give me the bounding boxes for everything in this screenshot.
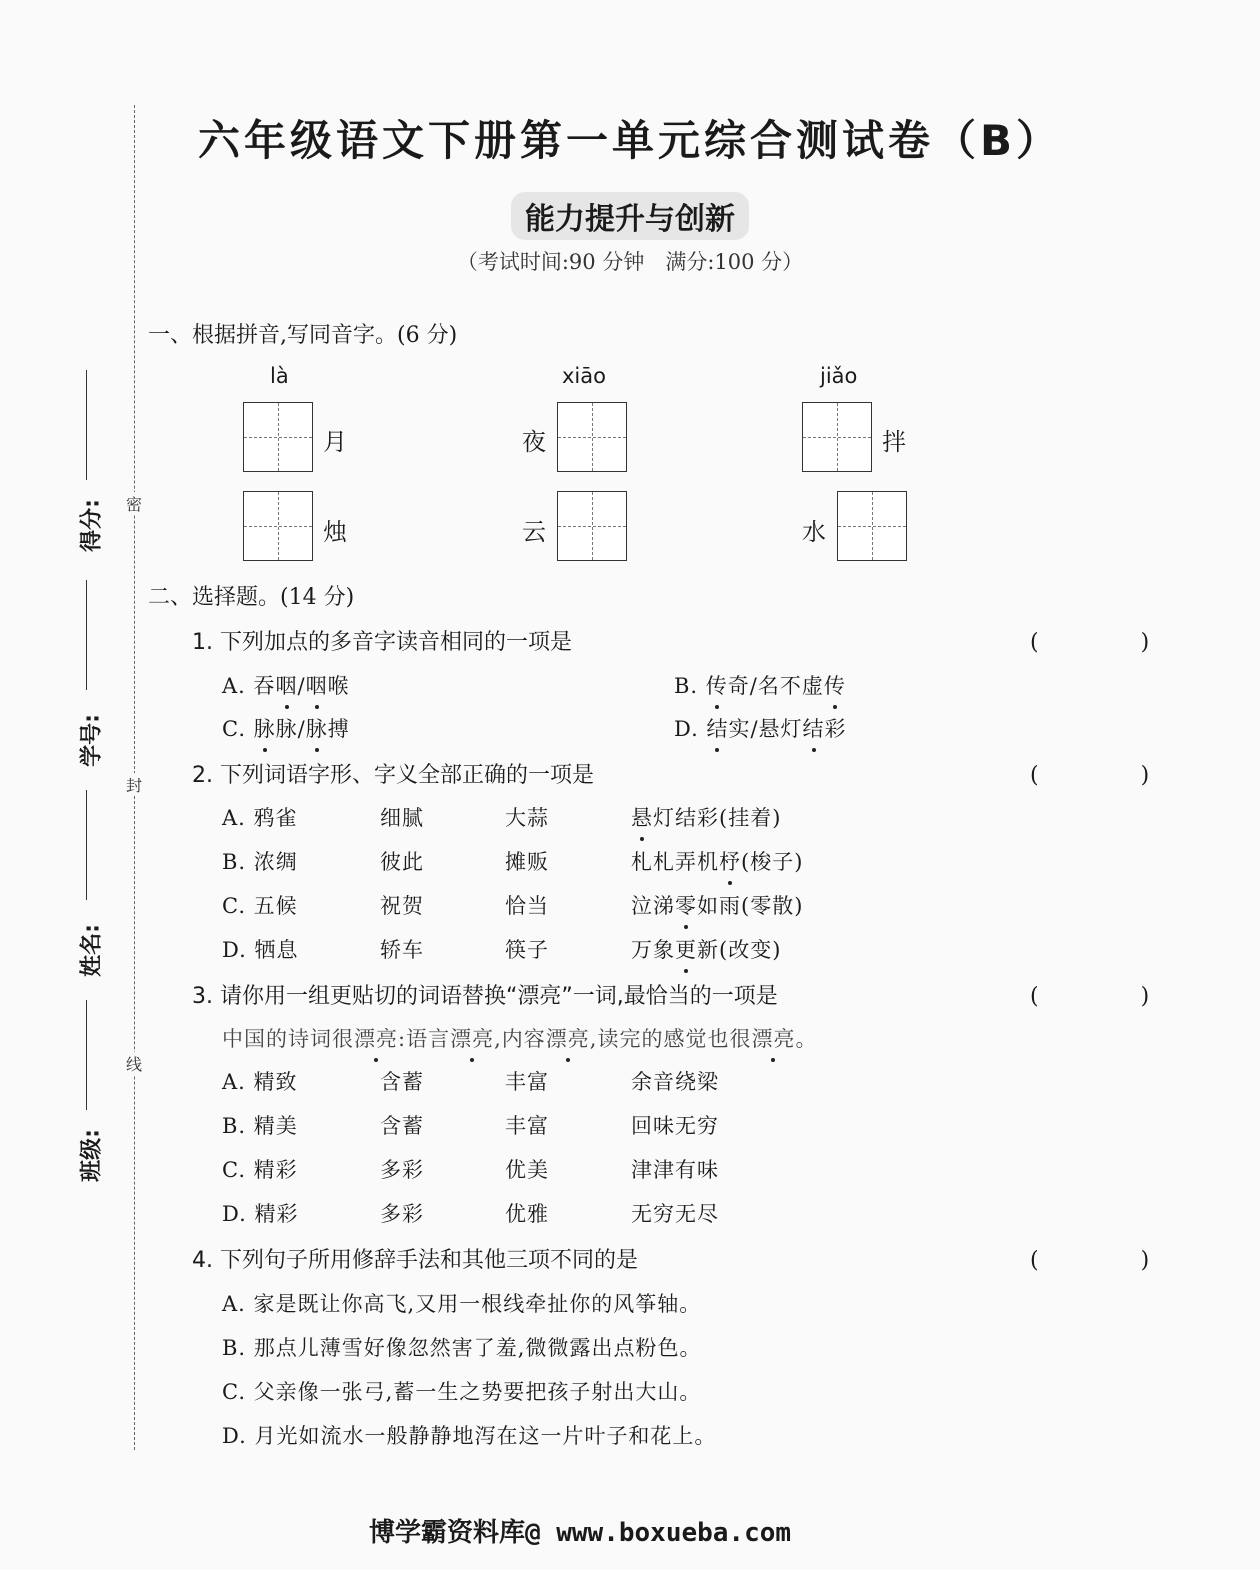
page-title: 六年级语文下册第一单元综合测试卷（B）	[197, 116, 1062, 165]
q1-stem: 1. 下列加点的多音字读音相同的一项是	[192, 630, 572, 655]
q3-d-w2: 多彩	[380, 1202, 424, 1226]
writing-box-2[interactable]	[557, 402, 627, 472]
q2-c-w2: 祝贺	[380, 894, 424, 918]
q3-a-w1: A. 精致	[222, 1070, 298, 1094]
student-id-label: 学号:	[79, 714, 105, 767]
writing-box-3[interactable]	[802, 402, 872, 472]
footer-watermark: 博学霸资料库@ www.boxueba.com	[368, 1518, 792, 1548]
q2-b-w2: 彼此	[380, 850, 424, 874]
score-line[interactable]	[86, 370, 87, 480]
q2-b-w4: 札札弄机杼(梭子)	[631, 846, 803, 876]
pinyin-jiao: jiǎo	[820, 364, 858, 388]
q2-a-w2: 细腻	[380, 806, 424, 830]
exam-info: （考试时间:90 分钟 满分:100 分）	[456, 250, 804, 274]
q1-option-c: C. 脉脉/脉搏	[222, 713, 350, 743]
q2-stem: 2. 下列词语字形、字义全部正确的一项是	[192, 763, 594, 788]
q3-a-w3: 丰富	[505, 1070, 549, 1094]
char-shui: 水	[802, 518, 826, 546]
name-line[interactable]	[86, 790, 87, 900]
seal-char-xian: 线	[126, 1052, 142, 1075]
q3-c-w4: 津津有味	[631, 1158, 719, 1182]
q3-b-w1: B. 精美	[222, 1114, 298, 1138]
q3-d-w3: 优雅	[505, 1202, 549, 1226]
q3-b-w4: 回味无穷	[631, 1114, 719, 1138]
q3-d-w1: D. 精彩	[222, 1202, 299, 1226]
subtitle-wrap	[0, 192, 1260, 240]
q4-stem: 4. 下列句子所用修辞手法和其他三项不同的是	[192, 1248, 638, 1273]
q3-b-w3: 丰富	[505, 1114, 549, 1138]
seal-char-mi: 密	[126, 492, 142, 515]
q2-d-w2: 轿车	[380, 938, 424, 962]
q3-stem: 3. 请你用一组更贴切的词语替换“漂亮”一词,最恰当的一项是	[192, 984, 778, 1009]
q3-b-w2: 含蓄	[380, 1114, 424, 1138]
section2-heading: 二、选择题。(14 分)	[148, 585, 355, 610]
q2-a-w3: 大蒜	[505, 806, 549, 830]
pinyin-la: là	[270, 364, 289, 388]
char-ye: 夜	[522, 428, 546, 456]
pinyin-xiao: xiāo	[562, 364, 606, 388]
class-line[interactable]	[86, 1000, 87, 1110]
q2-c-w1: C. 五候	[222, 894, 298, 918]
writing-box-4[interactable]	[243, 491, 313, 561]
q3-c-w3: 优美	[505, 1158, 549, 1182]
q4-option-a: A. 家是既让你高飞,又用一根线牵扯你的风筝轴。	[222, 1292, 702, 1316]
q2-d-w1: D. 牺息	[222, 938, 299, 962]
q1-option-d: D. 结实/悬灯结彩	[674, 713, 847, 743]
q3-d-w4: 无穷无尽	[631, 1202, 719, 1226]
q2-d-w3: 筷子	[505, 938, 549, 962]
name-label: 姓名:	[79, 924, 105, 977]
q2-a-w1: A. 鸦雀	[222, 806, 298, 830]
q2-answer-slot[interactable]: ( )	[1030, 763, 1190, 788]
q2-b-w3: 摊贩	[505, 850, 549, 874]
subtitle: 能力提升与创新	[511, 192, 749, 240]
writing-box-6[interactable]	[837, 491, 907, 561]
q2-b-w1: B. 浓绸	[222, 850, 298, 874]
seal-char-feng: 封	[126, 773, 142, 796]
q4-option-c: C. 父亲像一张弓,蓄一生之势要把孩子射出大山。	[222, 1380, 702, 1404]
student-id-line[interactable]	[86, 580, 87, 690]
q3-c-w2: 多彩	[380, 1158, 424, 1182]
char-yue: 月	[323, 428, 347, 456]
char-yun: 云	[522, 518, 546, 546]
writing-box-5[interactable]	[557, 491, 627, 561]
q3-answer-slot[interactable]: ( )	[1030, 984, 1190, 1009]
score-label: 得分:	[79, 499, 105, 552]
q1-answer-slot[interactable]: ( )	[1030, 630, 1190, 655]
section1-heading: 一、根据拼音,写同音字。(6 分)	[148, 323, 458, 348]
char-ban: 拌	[882, 428, 906, 456]
q3-sentence: 中国的诗词很漂亮:语言漂亮,内容漂亮,读完的感觉也很漂亮。	[222, 1023, 817, 1053]
q1-option-a: A. 吞咽/咽喉	[222, 670, 350, 700]
q4-answer-slot[interactable]: ( )	[1030, 1248, 1190, 1273]
q2-a-w4: 悬灯结彩(挂着)	[631, 802, 781, 832]
q2-d-w4: 万象更新(改变)	[631, 934, 781, 964]
writing-box-1[interactable]	[243, 402, 313, 472]
q4-option-b: B. 那点儿薄雪好像忽然害了羞,微微露出点粉色。	[222, 1336, 702, 1360]
class-label: 班级:	[79, 1129, 105, 1182]
q4-option-d: D. 月光如流水一般静静地泻在这一片叶子和花上。	[222, 1424, 717, 1448]
char-zhu: 烛	[323, 518, 347, 546]
q3-a-w2: 含蓄	[380, 1070, 424, 1094]
q2-c-w3: 恰当	[505, 894, 549, 918]
q2-c-w4: 泣涕零如雨(零散)	[631, 890, 803, 920]
q3-a-w4: 余音绕梁	[631, 1070, 719, 1094]
q3-c-w1: C. 精彩	[222, 1158, 298, 1182]
q1-option-b: B. 传奇/名不虚传	[674, 670, 846, 700]
